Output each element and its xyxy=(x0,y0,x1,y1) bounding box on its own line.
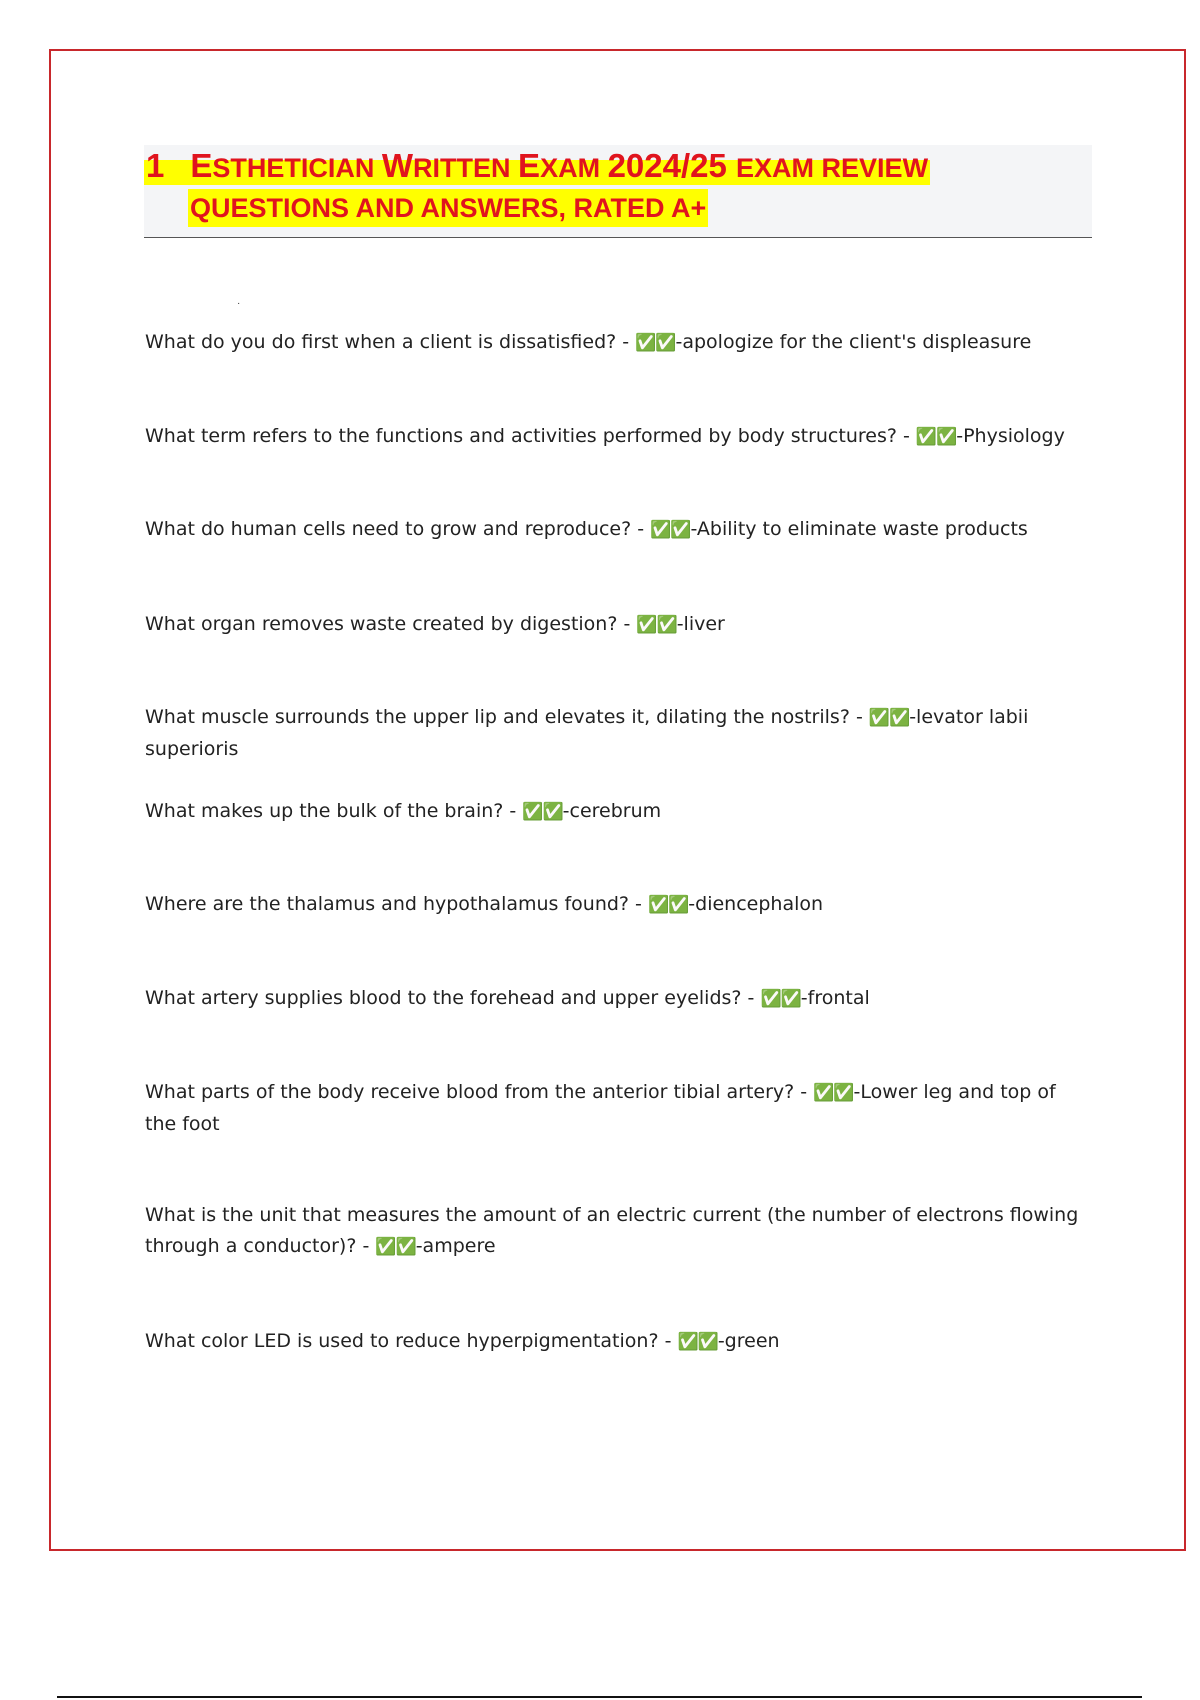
double-check-icon: ✅✅ xyxy=(760,989,801,1009)
qa-item xyxy=(145,702,1085,765)
qa-item xyxy=(145,1326,1085,1358)
question-text: What organ removes waste created by digestion? - xyxy=(145,613,637,635)
answer-text: -Physiology xyxy=(956,425,1065,447)
qa-item xyxy=(145,1200,1085,1263)
document-heading xyxy=(144,145,1092,238)
question-text: What is the unit that measures the amount of an electric current (the number of electrons flowing through a conductor)? - xyxy=(145,1204,1079,1257)
double-check-icon: ✅✅ xyxy=(635,333,676,353)
heading-number: 1 xyxy=(146,147,165,184)
stray-dot: · xyxy=(237,298,241,309)
qa-item xyxy=(145,421,1085,453)
qa-item xyxy=(145,889,1085,921)
double-check-icon: ✅✅ xyxy=(650,520,691,540)
answer-text: -cerebrum xyxy=(562,800,662,822)
question-text: What parts of the body receive blood from the anterior tibial artery? - xyxy=(145,1081,814,1103)
qa-item xyxy=(145,796,1085,828)
double-check-icon: ✅✅ xyxy=(915,427,957,447)
question-text: What do human cells need to grow and reproduce? - xyxy=(145,518,651,540)
question-text: What makes up the bulk of the brain? - xyxy=(145,800,523,822)
answer-text: -liver xyxy=(676,613,725,635)
answer-text: -frontal xyxy=(800,987,870,1009)
answer-text: -ampere xyxy=(415,1235,496,1257)
answer-text: -diencephalon xyxy=(688,893,824,915)
question-text: What artery supplies blood to the forehead and upper eyelids? - xyxy=(145,987,761,1009)
double-check-icon: ✅✅ xyxy=(677,1332,718,1352)
question-text: What term refers to the functions and activities performed by body structures? - xyxy=(145,425,916,447)
double-check-icon: ✅✅ xyxy=(647,895,689,915)
question-text: Where are the thalamus and hypothalamus found? - xyxy=(145,893,648,915)
heading-line-2: QUESTIONS AND ANSWERS, RATED A+ xyxy=(188,195,708,222)
question-text: What do you do first when a client is dissatisfied? - xyxy=(145,331,636,353)
double-check-icon: ✅✅ xyxy=(868,708,910,728)
answer-text: -apologize for the client's displeasure xyxy=(675,331,1032,353)
question-text: What color LED is used to reduce hyperpigmentation? - xyxy=(145,1330,678,1352)
question-text: What muscle surrounds the upper lip and elevates it, dilating the nostrils? - xyxy=(145,706,869,728)
qa-item xyxy=(145,1077,1085,1140)
answer-text: -levator labii superioris xyxy=(145,706,1029,760)
answer-text: -Lower leg and top of the foot xyxy=(145,1081,1056,1135)
qa-item xyxy=(145,327,1085,359)
double-check-icon: ✅✅ xyxy=(636,615,677,635)
heading-line-1: 1 ESTHETICIAN WRITTEN EXAM 2024/25 EXAM REVIEW xyxy=(146,147,929,184)
double-check-icon: ✅✅ xyxy=(522,802,563,822)
answer-text: -Ability to eliminate waste products xyxy=(690,518,1028,540)
qa-item xyxy=(145,609,1085,641)
answer-text: -green xyxy=(717,1330,780,1352)
double-check-icon: ✅✅ xyxy=(813,1083,854,1103)
qa-item xyxy=(145,983,1085,1015)
footer-rule xyxy=(57,1696,1142,1698)
double-check-icon: ✅✅ xyxy=(375,1237,416,1257)
qa-item xyxy=(145,514,1085,546)
